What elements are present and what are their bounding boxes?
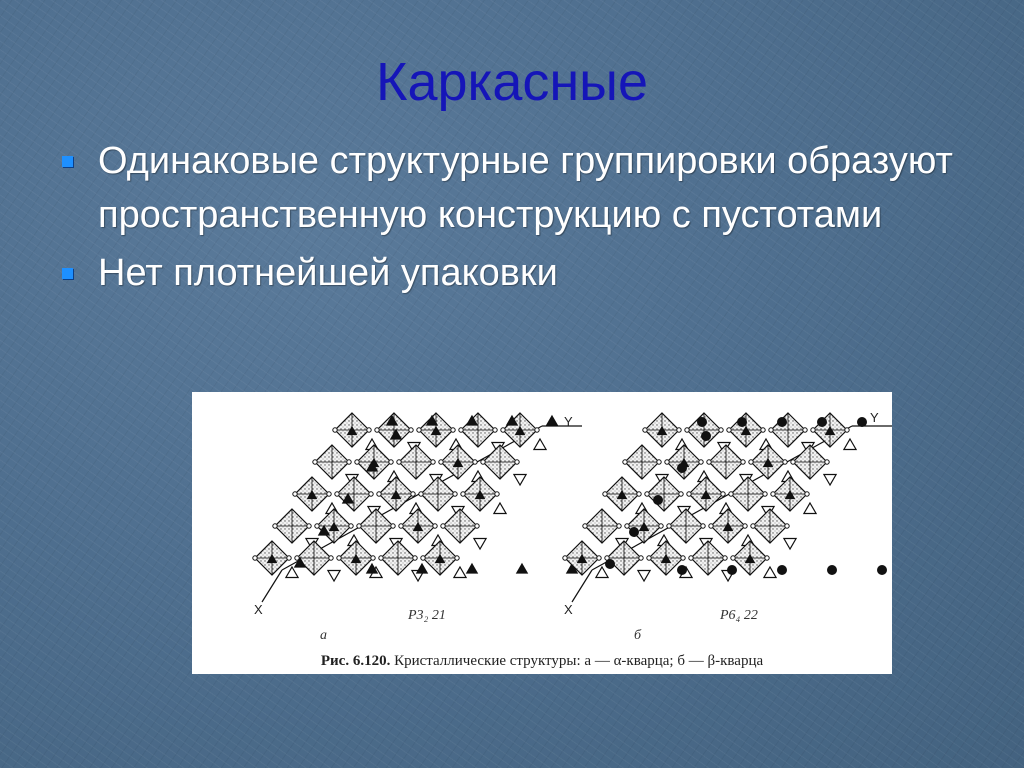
axis-y-label-right: Y bbox=[870, 410, 879, 425]
slide-title: Каркасные bbox=[375, 52, 649, 112]
caption-text: Кристаллические структуры: а — α-кварца; б — β-кварца bbox=[390, 653, 764, 669]
structure-illustration bbox=[192, 392, 892, 674]
axis-y-label-left: Y bbox=[564, 414, 573, 429]
beta-quartz-diagram bbox=[563, 413, 892, 602]
figure-caption bbox=[192, 653, 892, 670]
bullet-text: Одинаковые структурные группировки образуют пространственную конструкцию с пустотами bbox=[98, 140, 953, 236]
axis-x-label-left: X bbox=[254, 602, 263, 617]
bullet-list bbox=[62, 134, 962, 304]
bullet-text: Нет плотнейшей упаковки bbox=[98, 252, 558, 294]
caption-number: Рис. 6.120. bbox=[320, 653, 391, 669]
axis-x-label-right: X bbox=[564, 602, 573, 617]
bullet-square-icon bbox=[62, 156, 73, 167]
sub-label-a: а bbox=[320, 628, 327, 643]
bullet-square-icon bbox=[62, 268, 73, 279]
space-group-right: P6₄ 22 bbox=[720, 608, 758, 623]
bullet-item bbox=[62, 134, 962, 242]
bullet-item bbox=[62, 246, 962, 300]
space-group-left: P3₂ 21 bbox=[408, 608, 446, 623]
crystal-structure-figure bbox=[192, 392, 892, 674]
sub-label-b: б bbox=[634, 628, 642, 643]
alpha-quartz-diagram bbox=[253, 413, 582, 602]
